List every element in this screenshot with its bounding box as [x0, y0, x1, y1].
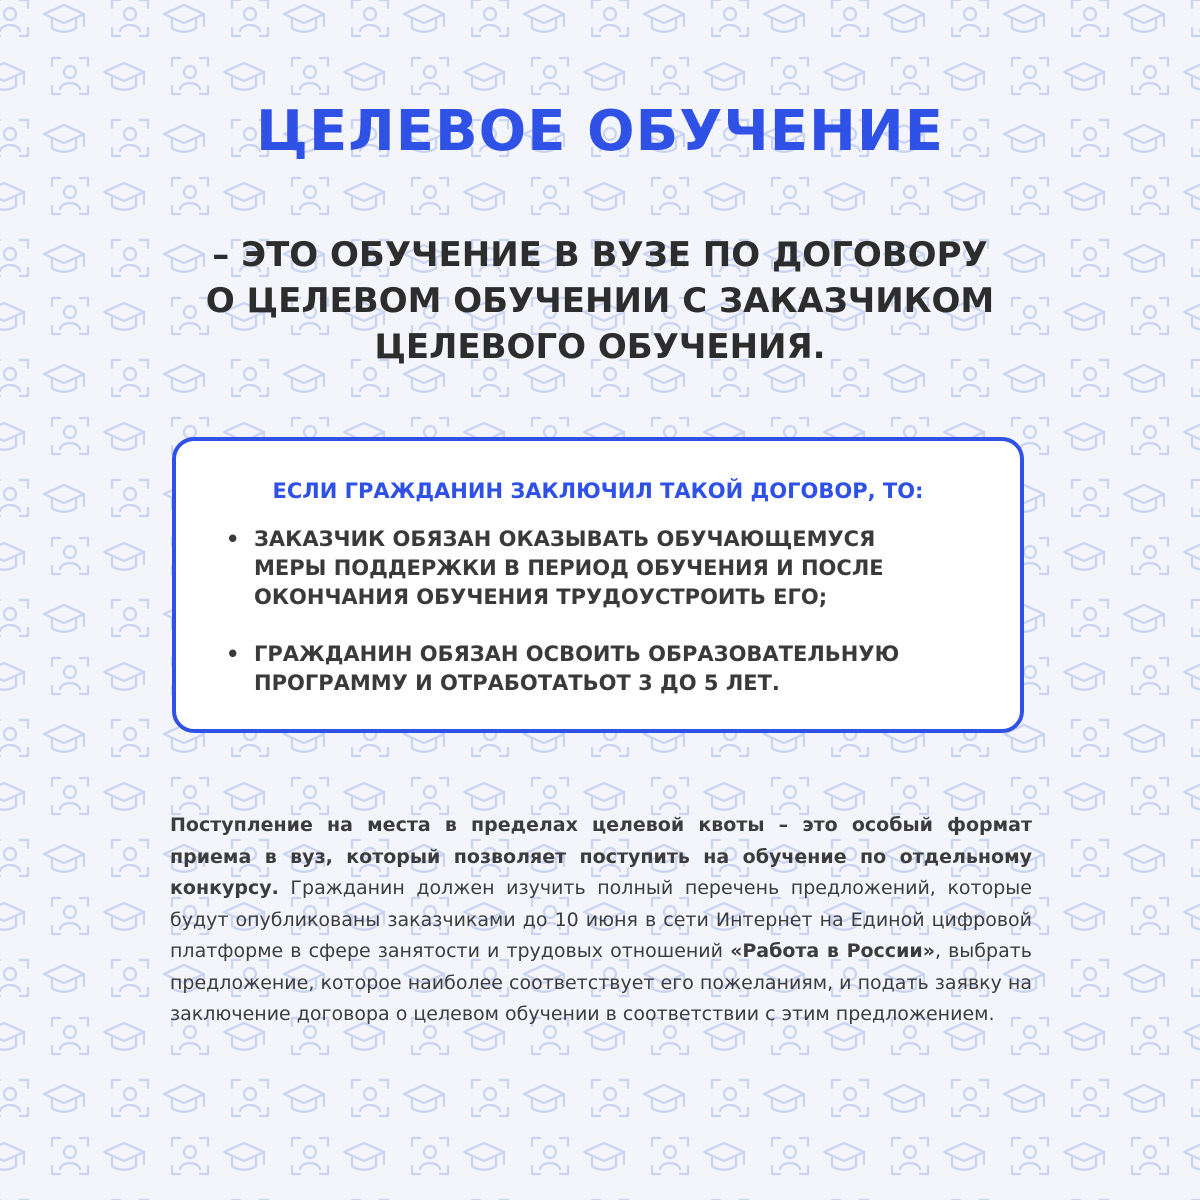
- description-bold-intro: Поступление на места в пределах целевой квоты – это особый формат приема в вуз, который позволяет поступить на обучение по отдельному конкурсу.: [170, 814, 1032, 899]
- bullet-dot: •: [226, 642, 240, 666]
- definition-line: – ЭТО ОБУЧЕНИЕ В ВУЗЕ ПО ДОГОВОРУ: [212, 235, 988, 275]
- definition-line: О ЦЕЛЕВОМ ОБУЧЕНИИ С ЗАКАЗЧИКОМ: [205, 281, 995, 321]
- bullet-line: ЗАКАЗЧИК ОБЯЗАН ОКАЗЫВАТЬ ОБУЧАЮЩЕМУСЯ: [254, 527, 876, 551]
- list-item: [226, 640, 996, 698]
- description-part: Гражданин должен изучить полный перечень предложений, которые будут опубликованы заказчиками до 10 июня в сети Интернет на Единой цифровой платформе в сфере занятости и трудовых отношений: [170, 877, 1032, 962]
- description-part: , выбрать предложение, которое наиболее соответствует его пожеланиям, и подать заявку на заключение договора о целевом обучении в соответствии с этим предложением.: [170, 940, 1032, 1025]
- conditions-list: [226, 525, 996, 726]
- definition-text: [150, 232, 1050, 370]
- description-paragraph: [170, 810, 1032, 1031]
- bullet-line: МЕРЫ ПОДДЕРЖКИ В ПЕРИОД ОБУЧЕНИЯ И ПОСЛЕ: [254, 556, 884, 580]
- page-title: ЦЕЛЕВОЕ ОБУЧЕНИЕ: [256, 99, 944, 164]
- definition-line: ЦЕЛЕВОГО ОБУЧЕНИЯ.: [374, 327, 826, 367]
- conditions-heading: ЕСЛИ ГРАЖДАНИН ЗАКЛЮЧИЛ ТАКОЙ ДОГОВОР, ТО:: [272, 479, 924, 503]
- list-item: [226, 525, 996, 612]
- bullet-line: ГРАЖДАНИН ОБЯЗАН ОСВОИТЬ ОБРАЗОВАТЕЛЬНУЮ: [254, 642, 900, 666]
- bullet-line: ОКОНЧАНИЯ ОБУЧЕНИЯ ТРУДОУСТРОИТЬ ЕГО;: [254, 585, 828, 609]
- bullet-dot: •: [226, 527, 240, 551]
- bullet-line: ПРОГРАММУ И ОТРАБОТАТЬОТ 3 ДО 5 ЛЕТ.: [254, 671, 780, 695]
- platform-name: «Работа в России»: [730, 940, 935, 962]
